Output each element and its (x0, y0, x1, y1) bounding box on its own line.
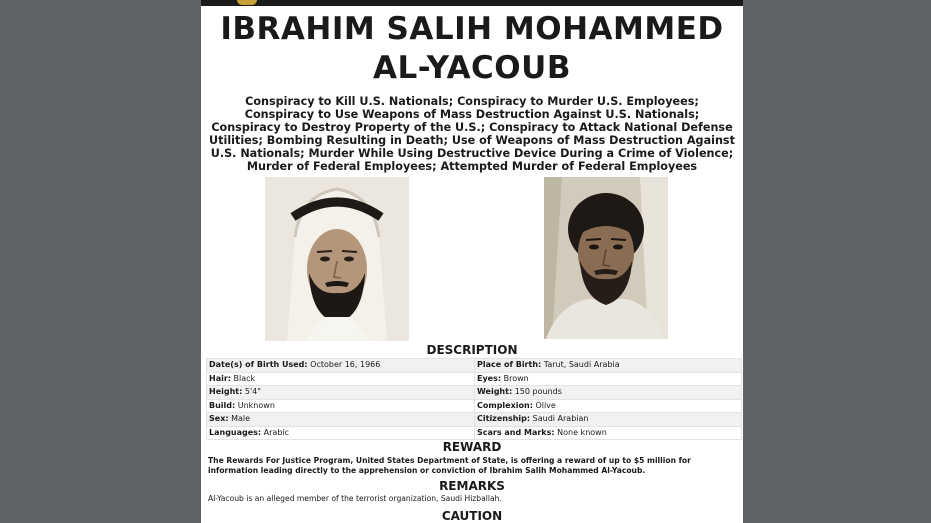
description-table (206, 358, 742, 440)
description-value: Olive (535, 400, 556, 410)
description-row (207, 413, 742, 427)
description-value: Saudi Arabian (532, 414, 589, 423)
fugitive-name-line2: AL-YACOUB (373, 50, 571, 86)
description-value: 150 pounds (514, 387, 562, 396)
description-value: Unknown (237, 400, 275, 410)
fbi-seal-icon (237, 0, 257, 5)
wanted-poster-page (201, 0, 743, 523)
description-value: None known (557, 427, 607, 437)
description-row (207, 386, 742, 400)
description-value: Male (231, 414, 251, 423)
description-cell (207, 386, 475, 400)
description-value: Arabic (263, 427, 290, 437)
description-cell (475, 399, 742, 413)
description-row (207, 426, 742, 440)
description-value: October 16, 1966 (310, 360, 381, 369)
description-row (207, 359, 742, 373)
description-cell (475, 372, 742, 386)
reward-text: The Rewards For Justice Program, United States Department of State, is offering a reward of up to $5 million for information leading directly to the apprehension or conviction of Ibrahim Salih Mohammed Al-Yacoub. (208, 456, 691, 475)
remarks-text: Al-Yacoub is an alleged member of the terrorist organization, Saudi Hizballah. (208, 494, 502, 503)
description-cell (207, 359, 475, 373)
charges-text: Conspiracy to Kill U.S. Nationals; Conspiracy to Murder U.S. Employees; Conspiracy to Use Weapons of Mass Destruction Against U.S. Nationals; Conspiracy to Destroy Property of the U.S.; Conspiracy to Attack National Defense Utilities; Bombing Resulting in Death; Use of Weapons of Mass Destruction Against U.S. Nationals; Murder While Using Destructive Device During a Crime of Violence; Murder of Federal Employees; Attempted Murder of Federal Employees (209, 95, 735, 173)
description-label: Build: (209, 400, 236, 410)
fugitive-name-line1: IBRAHIM SALIH MOHAMMED (220, 11, 724, 47)
description-cell (475, 426, 742, 440)
description-cell (207, 399, 475, 413)
description-value: Black (233, 373, 256, 383)
description-cell (207, 372, 475, 386)
description-cell (475, 413, 742, 427)
description-row (207, 399, 742, 413)
description-label: Citizenship: (477, 414, 531, 423)
description-label: Place of Birth: (477, 360, 542, 369)
description-cell (207, 426, 475, 440)
poster-header-bar (201, 0, 743, 6)
description-label: Date(s) of Birth Used: (209, 360, 308, 369)
fugitive-photo-2 (544, 177, 668, 339)
description-cell (475, 359, 742, 373)
description-label: Complexion: (477, 400, 533, 410)
description-label: Eyes: (477, 373, 502, 383)
description-row (207, 372, 742, 386)
description-label: Sex: (209, 414, 229, 423)
description-cell (475, 386, 742, 400)
description-label: Scars and Marks: (477, 427, 555, 437)
description-label: Languages: (209, 427, 262, 437)
remarks-heading: REMARKS (439, 479, 505, 493)
fugitive-photo-1 (265, 177, 409, 341)
description-label: Hair: (209, 373, 231, 383)
description-cell (207, 413, 475, 427)
caution-heading: CAUTION (441, 509, 503, 523)
description-label: Height: (209, 387, 243, 396)
description-value: 5'4" (244, 387, 261, 396)
description-value: Brown (503, 373, 529, 383)
description-value: Tarut, Saudi Arabia (543, 360, 620, 369)
description-label: Weight: (477, 387, 513, 396)
reward-heading: REWARD (442, 440, 502, 454)
fugitive-name (201, 10, 743, 88)
description-heading: DESCRIPTION (426, 343, 518, 357)
